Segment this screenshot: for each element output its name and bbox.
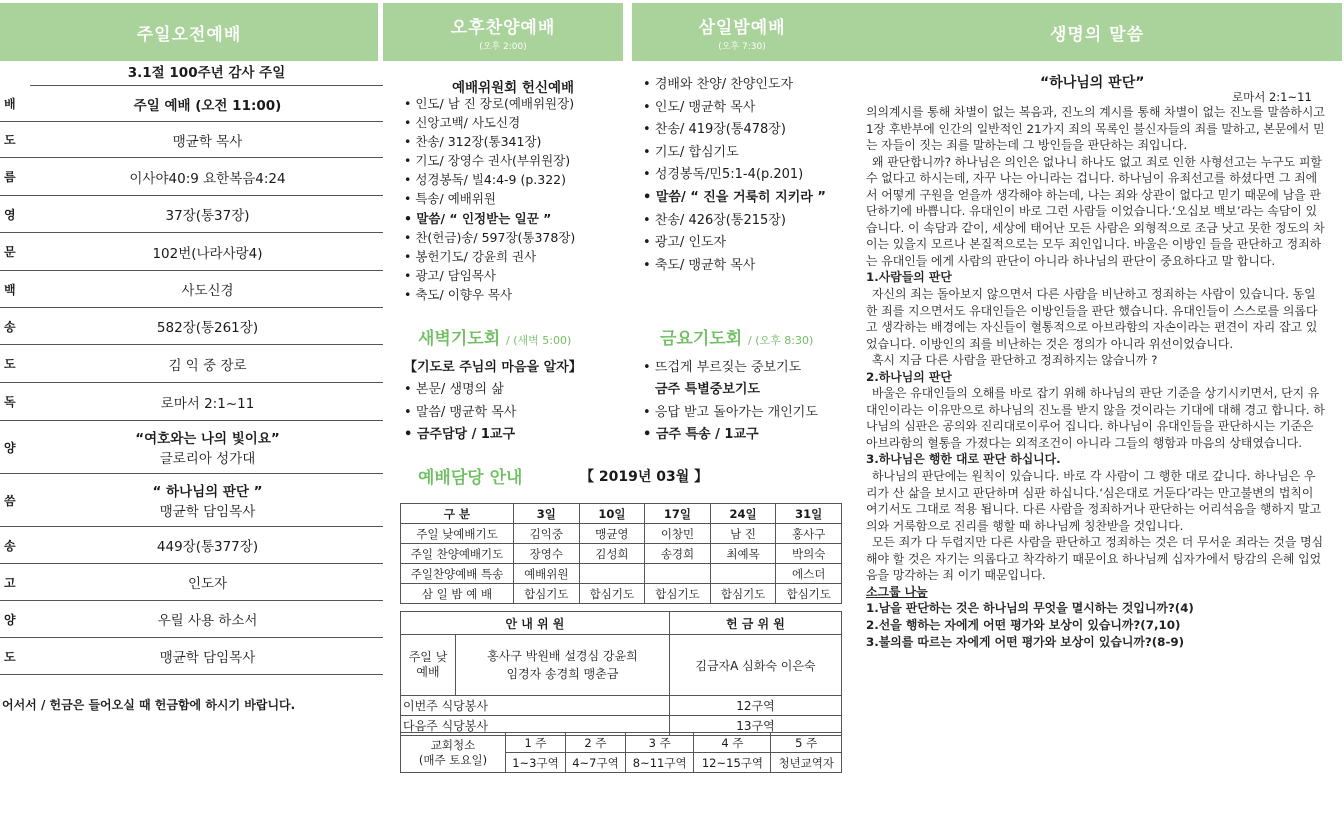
list-item: • 금주 특송 / 1교구 xyxy=(643,424,818,446)
table-cell: 17일 xyxy=(645,504,711,524)
sermon-heading: 소그룹 나눔 xyxy=(866,584,928,599)
list-item: • 금주담당 / 1교구 xyxy=(404,424,582,446)
header-title: 삼일밤예배 xyxy=(698,17,786,38)
sermon-heading: 2.선을 행하는 자에게 어떤 평가와 보상이 있습니까?(7,10) xyxy=(866,617,1181,632)
table-row xyxy=(401,504,842,524)
sermon-heading: 2.하나님의 판단 xyxy=(866,369,952,384)
list-item: • 기도/ 합심기도 xyxy=(643,142,826,165)
list-item: • 인도/ 맹균학 목사 xyxy=(643,97,826,120)
table-cell: 에스더 xyxy=(776,564,842,584)
sermon-paragraph: 혹시 지금 다른 사람을 판단하고 정죄하지는 않습니까 ? xyxy=(872,353,1158,368)
list-item: • 본문/ 생명의 삶 xyxy=(404,379,582,401)
order-value: 582장(통261장) xyxy=(156,320,259,336)
list-item: • 광고/ 담임목사 xyxy=(404,266,575,285)
sermon-paragraph: 의의계시를 통해 차별이 없는 복음과, 진노의 계시를 통해 차별이 없는 진노를 말씀하시고 1장 후반부에 인간의 일반적인 21가지 죄의 목록인 불신자들의 죄를 말하고, 본문에서 믿는 자들이 짓는 죄를 말하는데 그 방인들을 판단하는 죄입니다. xyxy=(866,105,1325,153)
dawn-list xyxy=(404,357,582,446)
afternoon-list xyxy=(404,94,575,304)
order-row xyxy=(0,86,383,122)
sermon-heading: 3.하나님은 행한 대로 판단 하십니다. xyxy=(866,452,1061,467)
table-cell: 맹균영 xyxy=(579,524,645,544)
table-cell: 최예목 xyxy=(710,544,776,564)
cleaning-table xyxy=(400,732,842,773)
duty-table xyxy=(400,503,842,604)
list-item: • 찬송/ 426장(통215장) xyxy=(643,210,826,233)
guide-line-2: 임경자 송경희 맹춘금 xyxy=(506,667,619,681)
sermon-heading: 1.남을 판단하는 것은 하나님의 무엇을 멸시하는 것입니까?(4) xyxy=(866,601,1194,616)
list-item: • 말씀/ “ 인정받는 일꾼 ” xyxy=(404,209,575,228)
list-item: • 말씀/ 맹균학 목사 xyxy=(404,402,582,424)
order-label: 도 xyxy=(4,649,16,664)
dawn-heading: 【기도로 주님의 마음을 알자】 xyxy=(404,360,582,375)
table-cell: 안 내 위 원 xyxy=(401,612,670,635)
order-value: 맹균학 담임목사 xyxy=(159,650,256,666)
table-cell xyxy=(401,733,506,773)
header-title: 오후찬양예배 xyxy=(450,17,556,38)
table-cell: 구 분 xyxy=(401,504,514,524)
order-value: 사도신경 xyxy=(181,283,234,299)
table-cell: 예배위원 xyxy=(514,564,580,584)
table-cell: 합심기도 xyxy=(579,584,645,604)
table-cell: 남 진 xyxy=(710,524,776,544)
table-cell: 김금자A 심화숙 이은숙 xyxy=(669,635,841,696)
order-label: 씀 xyxy=(4,493,16,508)
table-row xyxy=(401,733,842,753)
sermon-paragraph: 왜 판단합니까? 하나님은 의인은 없나니 하나도 없고 죄로 인한 사형선고는 누구도 피할 수 없다고 하시는데, 자꾸 나는 아니라는 겁니다. 하나님이 유죄선고를 하셨다면 그 죄에서 어떻게 구원을 얻을까 생각해야 하는데, 나는 죄와 상관이 없다고 믿기 때문에 남을 판단하기에 바쁩니다. 유대인이 바로 그런 사람들 이었습니다.‘오십보 백보’라는 속담이 있습니다. 이 속담과 같이, 세상에 태어난 모든 사람은 외형적으로 조금 낫고 못한 정도의 차이는 있을지 모르나 본질적으로는 모두 죄인입니다. 바울은 이방인 들을 판단하고 정죄하는 유대인들 에게 사람의 판단이 아니라 하나님의 판단이 중요하다고 말 합니다. xyxy=(866,154,1325,268)
list-item: • 성경봉독/ 빌4:4-9 (p.322) xyxy=(404,170,575,189)
table-cell: 5 주 xyxy=(771,733,842,753)
table-cell: 합심기도 xyxy=(514,584,580,604)
table-cell: 4 주 xyxy=(694,733,771,753)
table-row xyxy=(401,696,842,716)
order-value: 맹균학 목사 xyxy=(172,133,243,150)
order-label: 도 xyxy=(4,357,16,371)
table-cell: 삼 일 밤 예 배 xyxy=(401,584,514,604)
morning-order xyxy=(0,62,383,675)
table-cell: 10일 xyxy=(579,504,645,524)
order-value-2: 글로리아 성가대 xyxy=(159,451,256,467)
order-row xyxy=(0,601,383,638)
table-cell: 주일 낮예배 xyxy=(401,635,456,696)
table-row xyxy=(401,635,842,696)
table-cell: 김익중 xyxy=(514,524,580,544)
duty-date: 【 2019년 03월 】 xyxy=(580,469,709,485)
list-item: • 뜨겁게 부르짖는 중보기도 xyxy=(643,357,818,379)
dawn-title-text: 새벽기도회 xyxy=(418,329,501,349)
table-cell: 주일 찬양예배기도 xyxy=(401,544,514,564)
meal-label: 이번주 식당봉사 xyxy=(403,699,488,713)
order-row xyxy=(0,122,383,158)
table-cell: 김성희 xyxy=(579,544,645,564)
table-cell: 12~15구역 xyxy=(694,753,771,773)
guide-line-1: 홍사구 박원배 설경심 강윤희 xyxy=(487,649,638,663)
table-cell: 이창민 xyxy=(645,524,711,544)
order-value: “여호와는 나의 빛이요” xyxy=(135,431,280,447)
table-cell xyxy=(401,696,670,716)
table-cell: 4~7구역 xyxy=(565,753,625,773)
table-cell: 8~11구역 xyxy=(625,753,693,773)
order-row xyxy=(0,233,383,271)
list-item: 금주 특별중보기도 xyxy=(655,382,760,398)
order-label: 송 xyxy=(4,538,16,553)
order-value: 449장(통377장) xyxy=(156,539,259,555)
header-title: 생명의 말씀 xyxy=(1049,24,1145,45)
table-cell: 송경희 xyxy=(645,544,711,564)
list-item: • 찬(헌금)송/ 597장(통378장) xyxy=(404,228,575,247)
order-row xyxy=(0,383,383,421)
order-row xyxy=(0,345,383,383)
order-label: 송 xyxy=(4,319,16,334)
list-item: • 봉헌기도/ 강윤희 권사 xyxy=(404,247,575,266)
table-cell: 장영수 xyxy=(514,544,580,564)
table-cell: 3 주 xyxy=(625,733,693,753)
table-cell: 홍사구 xyxy=(776,524,842,544)
table-cell: 주일찬양예배 특송 xyxy=(401,564,514,584)
table-cell: 1~3구역 xyxy=(506,753,566,773)
order-label: 독 xyxy=(4,395,16,409)
order-label: 배 xyxy=(4,97,16,111)
order-row xyxy=(0,564,383,601)
friday-title-text: 금요기도회 xyxy=(660,329,743,349)
header-wednesday-service xyxy=(632,3,852,61)
table-row xyxy=(401,612,842,635)
table-cell: 2 주 xyxy=(565,733,625,753)
table-cell: 1 주 xyxy=(506,733,566,753)
sermon-reference: 로마서 2:1~11 xyxy=(1232,90,1312,104)
header-morning-service xyxy=(0,3,378,61)
table-cell: 박의숙 xyxy=(776,544,842,564)
order-label: 고 xyxy=(4,575,16,590)
table-row xyxy=(401,584,842,604)
friday-list xyxy=(643,357,818,446)
wednesday-list xyxy=(643,74,826,277)
sermon-paragraph: 바울은 유대인들의 오해를 바로 잡기 위해 하나님의 판단 기준을 상기시키면서, 단지 유대인이라는 이유만으로 하나님의 진노를 받지 않을 것이라는 기대에 대해 경고 합니다. 하나님의 심판은 공의와 진리대로이루어 집니다. 하나님이 유대인들을 판단하시는 기준은 아브라함의 혈통을 가졌다는 외적조건이 아니라 그들의 행함과 마음의 상태였습니다. xyxy=(866,386,1325,450)
morning-title: 3.1절 100주년 감사 주일 xyxy=(30,62,383,86)
header-title: 주일오전예배 xyxy=(136,24,242,45)
sermon-paragraph: 하나님의 판단에는 원칙이 있습니다. 바로 각 사람이 그 행한 대로 갚니다. 하나님은 우리가 산 삶을 보시고 판단하며 심판 하십니다.‘심은대로 거둔다’라는 만고불변의 법칙이 여기서도 그대로 적용 됩니다. 다른 사람을 정죄하거나 판단하는 어리석음을 행하지 말고 의와 거룩함으로 진리를 행할 때 하나님께 칭찬받을 것입니다. xyxy=(866,469,1322,533)
order-label: 양 xyxy=(4,440,16,455)
sermon-body xyxy=(866,104,1326,650)
table-cell xyxy=(456,635,670,696)
list-item: • 축도/ 맹균학 목사 xyxy=(643,255,826,278)
table-row xyxy=(401,544,842,564)
table-row xyxy=(401,564,842,584)
order-row xyxy=(0,527,383,564)
table-cell: 주일 낮예배기도 xyxy=(401,524,514,544)
table-row xyxy=(401,524,842,544)
table-cell: 31일 xyxy=(776,504,842,524)
list-item: • 말씀/ “ 진을 거룩히 지키라 ” xyxy=(643,187,826,210)
afternoon-title: 예배위원회 헌신예배 xyxy=(452,80,575,96)
order-row xyxy=(0,421,383,474)
list-item: • 찬송/ 419장(통478장) xyxy=(643,119,826,142)
list-item: • 성경봉독/민5:1-4(p.201) xyxy=(643,164,826,187)
offering-note: 어서서 / 헌금은 들어오실 때 헌금함에 하시기 바랍니다. xyxy=(2,698,296,712)
list-item: • 특송/ 예배위원 xyxy=(404,189,575,208)
dawn-title xyxy=(418,324,571,349)
list-item: • 축도/ 이향우 목사 xyxy=(404,285,575,304)
header-sermon xyxy=(852,3,1342,61)
table-cell: 24일 xyxy=(710,504,776,524)
table-cell: 3일 xyxy=(514,504,580,524)
sermon-paragraph: 모든 죄가 다 두렵지만 다른 사람을 판단하고 정죄하는 것은 더 무서운 죄라는 것을 명심해야 할 것은 자기는 의롭다고 착각하기 때문이요 하나님께 십자가에서 탕감의 은혜 입었음을 망각하는 죄 이기 때문입니다. xyxy=(866,535,1324,583)
order-value: “ 하나님의 판단 ” xyxy=(152,484,263,500)
order-label: 문 xyxy=(4,245,16,259)
friday-title xyxy=(660,324,813,349)
list-item: • 응답 받고 돌아가는 개인기도 xyxy=(643,402,818,424)
order-row xyxy=(0,271,383,308)
sermon-title: “하나님의 판단” xyxy=(1040,75,1145,91)
friday-subtitle: / (오후 8:30) xyxy=(748,334,814,347)
order-value: 로마서 2:1~11 xyxy=(160,395,255,412)
list-item: • 찬송/ 312장(통341장) xyxy=(404,132,575,151)
table-cell: 합심기도 xyxy=(645,584,711,604)
table-cell: 합심기도 xyxy=(776,584,842,604)
order-value: 김 익 중 장로 xyxy=(168,357,247,374)
header-afternoon-service xyxy=(383,3,623,61)
table-cell: 13구역 xyxy=(669,716,841,736)
table-cell: 청년교역자 xyxy=(771,753,842,773)
clean-sublabel: (매주 토요일) xyxy=(418,752,488,767)
list-item: • 광고/ 인도자 xyxy=(643,232,826,255)
sermon-heading: 1.사람들의 판단 xyxy=(866,270,952,285)
dawn-subtitle: / (새벽 5:00) xyxy=(506,334,572,347)
order-label: 영 xyxy=(4,207,16,222)
order-label: 도 xyxy=(4,133,16,147)
header-subtitle: (오후 2:00) xyxy=(479,41,527,52)
order-row xyxy=(0,308,383,345)
order-row xyxy=(0,638,383,675)
order-row xyxy=(0,196,383,233)
list-item: • 기도/ 장영수 권사(부위원장) xyxy=(404,151,575,170)
order-value-2: 맹균학 담임목사 xyxy=(159,504,256,520)
order-row xyxy=(0,158,383,196)
order-row xyxy=(0,474,383,527)
list-item: • 인도/ 남 진 장로(예배위원장) xyxy=(404,94,575,113)
order-value: 우릴 사용 하소서 xyxy=(157,613,258,629)
order-value: 102번(나라사랑4) xyxy=(152,245,263,262)
order-label: 름 xyxy=(4,170,16,184)
table-cell: 12구역 xyxy=(669,696,841,716)
duty-title: 예배담당 안내 xyxy=(418,468,523,488)
sermon-heading: 3.불의를 따르는 자에게 어떤 평가와 보상이 있습니까?(8-9) xyxy=(866,634,1185,649)
order-value: 이사야40:9 요한복음4:24 xyxy=(129,170,286,187)
header-subtitle: (오후 7:30) xyxy=(718,41,766,52)
order-value: 인도자 xyxy=(187,576,228,592)
sermon-paragraph: 자신의 죄는 돌아보지 않으면서 다른 사람을 비난하고 정죄하는 사람이 있습니다. 동일한 죄를 지으면서도 유대인들은 이방인들을 판단 했습니다. 유대인들이 스스로를 의롭다고 생각하는 배경에는 자신들이 혈통적으로 아브라함의 자손이라는 편견이 자리 잡고 있었습니다. 이방인의 죄를 비난하는 것은 정의가 아니라 위선이었습니다. xyxy=(866,287,1318,351)
table-cell: 헌 금 위 원 xyxy=(669,612,841,635)
table-cell: 합심기도 xyxy=(710,584,776,604)
list-item: • 경배와 찬양/ 찬양인도자 xyxy=(643,74,826,97)
table-cell xyxy=(579,564,645,584)
meal-label: 다음주 식당봉사 xyxy=(403,719,488,733)
clean-label: 교회청소 xyxy=(430,737,476,752)
table-cell xyxy=(645,564,711,584)
order-label: 백 xyxy=(4,282,16,297)
order-label: 양 xyxy=(4,612,16,627)
committee-table xyxy=(400,611,842,736)
order-value: 37장(통37장) xyxy=(165,208,250,224)
table-cell xyxy=(710,564,776,584)
order-value: 주일 예배 (오전 11:00) xyxy=(133,97,282,114)
list-item: • 신앙고백/ 사도신경 xyxy=(404,113,575,132)
